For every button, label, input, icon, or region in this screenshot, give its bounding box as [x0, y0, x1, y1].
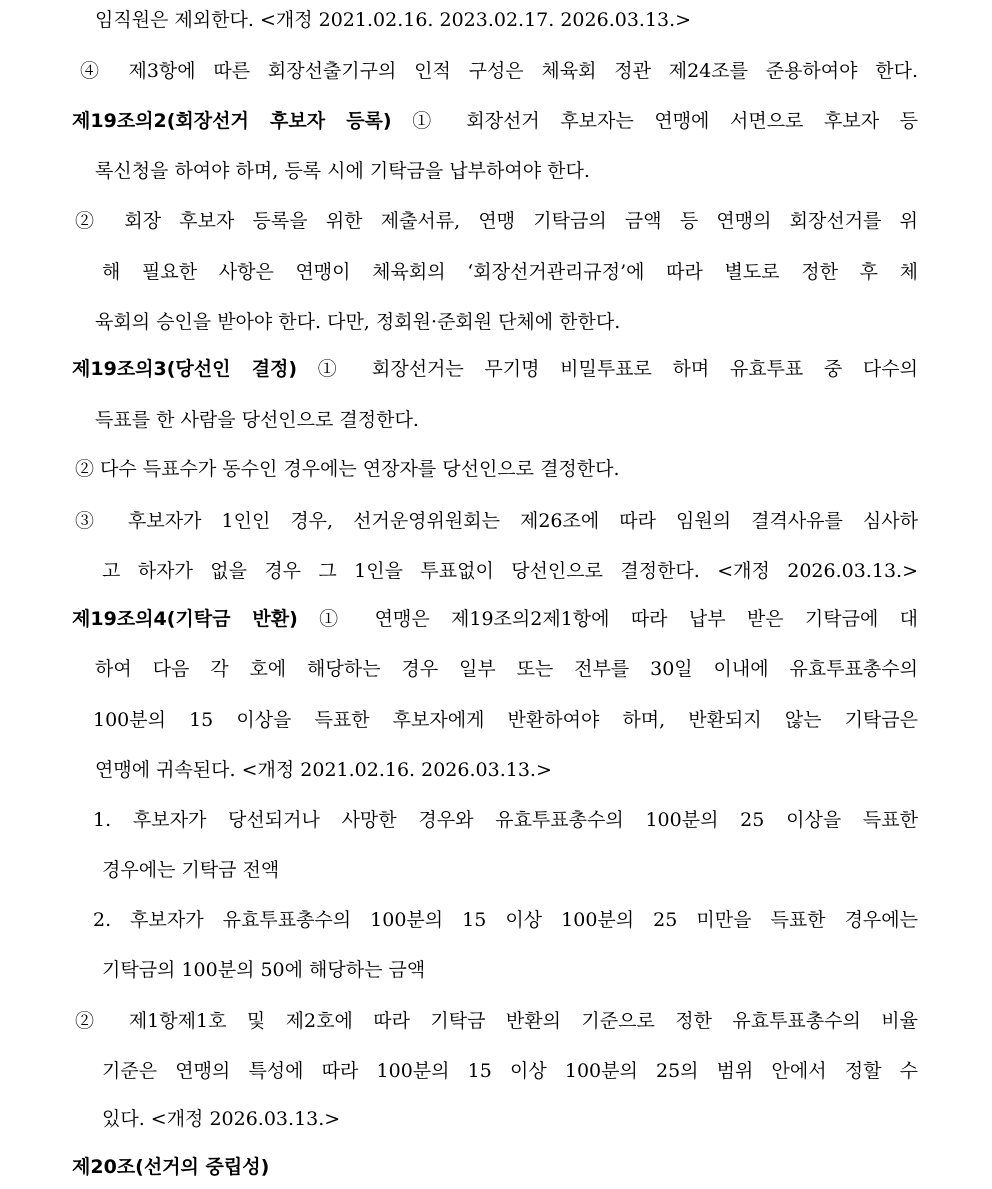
line-text: ① 회장선거 후보자는 연맹에 서면으로 후보자 등: [391, 110, 918, 132]
line-text: ④ 제3항에 따른 회장선출기구의 인적 구성은 체육회 정관 제24조를 준용하여야 한다.: [80, 60, 918, 82]
line-text: ② 다수 득표수가 동수인 경우에는 연장자를 당선인으로 결정한다.: [75, 458, 620, 480]
line-text: 2. 후보자가 유효투표총수의 100분의 15 이상 100분의 25 미만을 득표한 경우에는: [93, 909, 918, 931]
line-text: 득표를 한 사람을 당선인으로 결정한다.: [95, 409, 419, 431]
list-item: [93, 807, 918, 833]
line-text: 있다. <개정 2026.03.13.>: [102, 1108, 341, 1130]
article-heading-line: [72, 356, 918, 382]
text-line: [93, 707, 918, 733]
text-line: [75, 456, 620, 482]
text-line: [95, 7, 691, 33]
line-text: 록신청을 하여야 하며, 등록 시에 기탁금을 납부하여야 한다.: [95, 160, 590, 182]
line-text: 기탁금의 100분의 50에 해당하는 금액: [102, 959, 426, 981]
line-text: ① 연맹은 제19조의2제1항에 따라 납부 받은 기탁금에 대: [297, 608, 918, 630]
line-text: 고 하자가 없을 경우 그 1인을 투표없이 당선인으로 결정한다. <개정 2026.03.13.>: [102, 560, 918, 582]
text-line: [95, 656, 918, 682]
line-text: 경우에는 기탁금 전액: [102, 859, 280, 881]
line-text: 하여 다음 각 호에 해당하는 경우 일부 또는 전부를 30일 이내에 유효투표총수의: [95, 658, 918, 680]
text-line: [95, 158, 590, 184]
line-text: 100분의 15 이상을 득표한 후보자에게 반환하여야 하며, 반환되지 않는 기탁금은: [93, 709, 918, 731]
article-heading-line: [72, 108, 918, 134]
article-heading: 제19조의2(회장선거 후보자 등록): [72, 110, 392, 132]
line-text: ① 회장선거는 무기명 비밀투표로 하며 유효투표 중 다수의: [297, 358, 918, 380]
line-text: 연맹에 귀속된다. <개정 2021.02.16. 2026.03.13.>: [95, 759, 552, 781]
text-line: [75, 1008, 918, 1034]
text-line: [75, 508, 918, 534]
article-heading: 제19조의3(당선인 결정): [72, 358, 298, 380]
text-line: [102, 558, 918, 584]
text-line: [95, 757, 552, 783]
text-line: [95, 309, 620, 335]
line-text: 임직원은 제외한다. <개정 2021.02.16. 2023.02.17. 2026.03.13.>: [95, 9, 692, 31]
text-line: [102, 857, 279, 883]
text-line: [102, 1058, 918, 1084]
article-heading-line: [72, 1154, 269, 1180]
line-text: 육회의 승인을 받아야 한다. 다만, 정회원·준회원 단체에 한한다.: [95, 311, 621, 333]
line-text: ② 제1항제1호 및 제2호에 따라 기탁금 반환의 기준으로 정한 유효투표총수의 비율: [75, 1010, 918, 1032]
article-heading: 제19조의4(기탁금 반환): [72, 608, 298, 630]
line-text: ② 회장 후보자 등록을 위한 제출서류, 연맹 기탁금의 금액 등 연맹의 회장선거를 위: [75, 210, 918, 232]
article-heading: 제20조(선거의 중립성): [72, 1156, 270, 1178]
text-line: [102, 259, 918, 285]
list-item: [93, 907, 918, 933]
text-line: [75, 208, 918, 234]
text-line: [102, 1106, 340, 1132]
text-line: [80, 58, 918, 84]
article-heading-line: [72, 606, 918, 632]
line-text: 1. 후보자가 당선되거나 사망한 경우와 유효투표총수의 100분의 25 이상을 득표한: [93, 809, 918, 831]
line-text: ③ 후보자가 1인인 경우, 선거운영위원회는 제26조에 따라 임원의 결격사유를 심사하: [75, 510, 918, 532]
text-line: [102, 957, 425, 983]
line-text: 해 필요한 사항은 연맹이 체육회의 ‘회장선거관리규정’에 따라 별도로 정한 후 체: [102, 261, 918, 283]
line-text: 기준은 연맹의 특성에 따라 100분의 15 이상 100분의 25의 범위 안에서 정할 수: [102, 1060, 918, 1082]
text-line: [95, 407, 419, 433]
